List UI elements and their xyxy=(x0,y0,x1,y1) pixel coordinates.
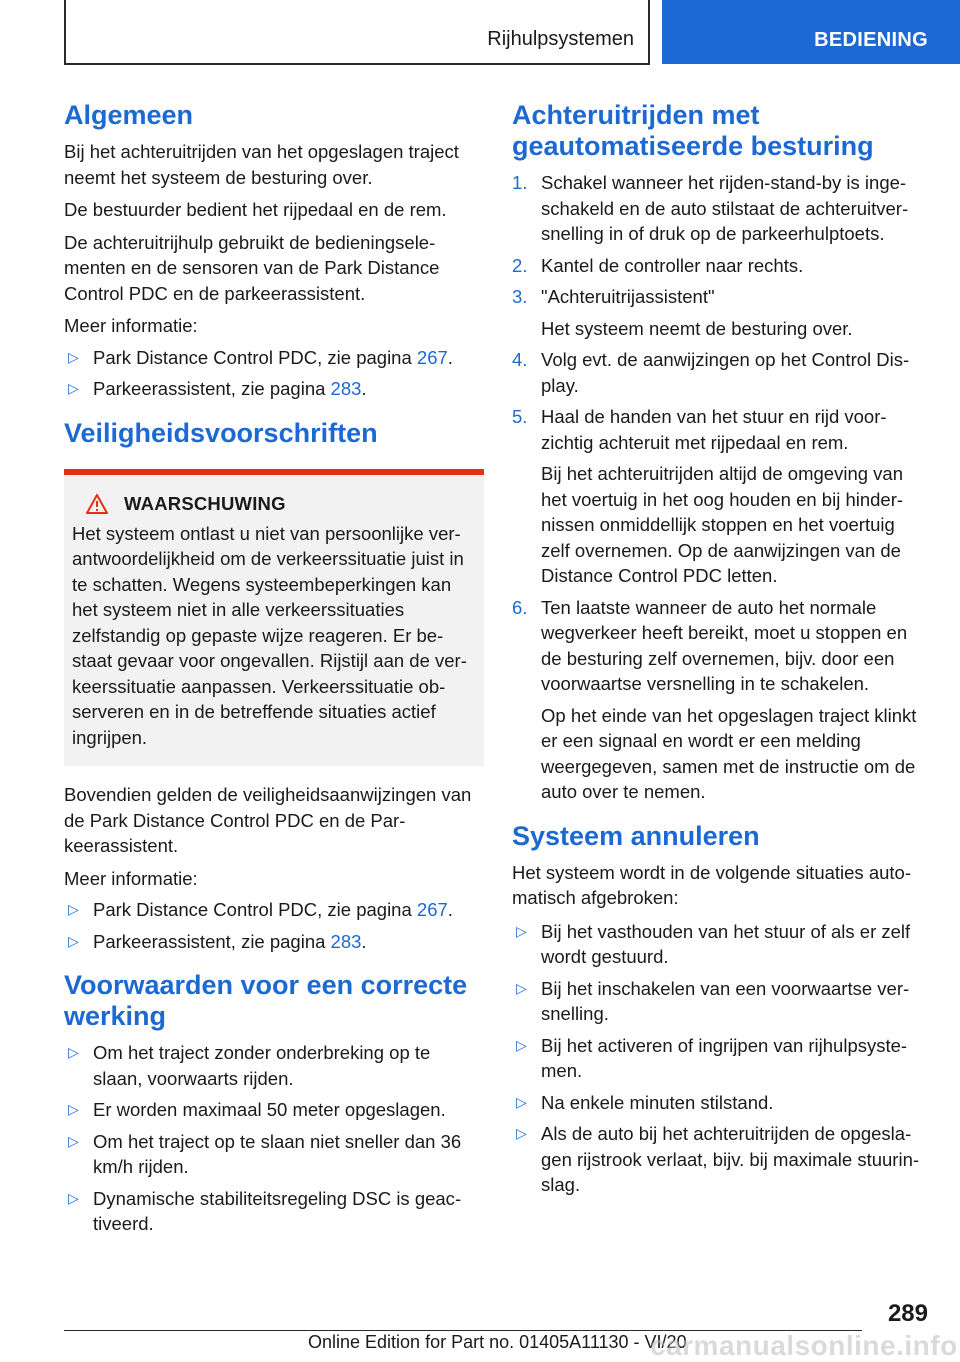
triangle-bullet-icon: ▷ xyxy=(68,1101,79,1117)
warning-box xyxy=(64,469,484,767)
triangle-bullet-icon: ▷ xyxy=(68,932,79,949)
heading-annuleren: Systeem annuleren xyxy=(512,820,760,851)
list-item xyxy=(512,976,928,1027)
footer-edition: Online Edition for Part no. 01405A11130 - VI/20 xyxy=(308,1332,687,1352)
page-link-267[interactable]: 267 xyxy=(416,346,448,368)
step-text: Schakel wanneer het rijden-stand-by is ingeschakeld en de auto stilstaat de achteruitversnelling in of druk op de parkeerhulptoets. xyxy=(541,172,909,244)
header-rule-left xyxy=(64,0,66,64)
list-item-text: Bij het inschakelen van een voorwaartse versnelling. xyxy=(541,977,910,1024)
right-column xyxy=(512,100,928,1204)
list-item-text: Park Distance Control PDC, zie pagina xyxy=(93,899,417,920)
list-item-text: Dynamische stabiliteitsregeling DSC is geactiveerd. xyxy=(93,1187,462,1234)
triangle-bullet-icon: ▷ xyxy=(516,922,527,939)
list-item-text: Na enkele minuten stilstand. xyxy=(541,1091,774,1113)
step-item xyxy=(512,284,928,341)
header-rule-bottom xyxy=(64,63,650,65)
step-item xyxy=(512,595,928,805)
heading-achteruitrijden: Achteruitrijden met geautomatiseerde besturing xyxy=(512,100,874,161)
list-item-text: Als de auto bij het achteruitrijden de opgeslagen rijstrook verlaat, bijv. bij maximale stuurinslag. xyxy=(541,1123,920,1195)
step-number: 3. xyxy=(512,286,528,307)
heading-voorwaarden: Voorwaarden voor een correcte werking xyxy=(64,970,468,1031)
heading-algemeen: Algemeen xyxy=(64,100,194,130)
paragraph: Bij het achteruitrijden van het opgeslagen traject neemt het systeem de besturing over. xyxy=(64,141,459,188)
page-link-283[interactable]: 283 xyxy=(330,930,362,952)
list-item xyxy=(64,897,484,923)
step-text: Volg evt. de aanwijzingen op het Control Display. xyxy=(541,349,910,396)
more-info-label: Meer informatie: xyxy=(64,867,198,889)
step-item xyxy=(512,253,928,279)
step-extra: Op het einde van het opgeslagen traject klinkt er een signaal en wordt er een melding weergegeven, samen met de instructie om de auto over te nemen. xyxy=(541,704,917,802)
conditions-list xyxy=(64,1040,484,1237)
list-item-text: Bij het activeren of ingrijpen van rijhulpsystemen. xyxy=(541,1034,908,1081)
list-item xyxy=(512,919,928,970)
more-info-label: Meer informatie: xyxy=(64,315,198,336)
list-item-tail: . xyxy=(361,930,367,952)
list-item xyxy=(512,1033,928,1084)
reference-list xyxy=(64,897,484,954)
step-item xyxy=(512,347,928,398)
step-extra: Bij het achteruitrijden altijd de omgeving van het voertuig in het oog houden en bij hindernissen onmiddellijk stoppen en het voertuig zelf overnemen. Op de aanwijzingen van de Distance Control PDC letten. xyxy=(541,463,904,586)
list-item xyxy=(512,1090,928,1116)
list-item-text: Park Distance Control PDC, zie pagina xyxy=(93,346,417,368)
list-item xyxy=(64,929,484,955)
paragraph: De bestuurder bedient het rijpedaal en de rem. xyxy=(64,199,447,220)
list-item-text: Om het traject op te slaan niet sneller dan 36 km/h rijden. xyxy=(93,1130,462,1177)
cancel-conditions-list xyxy=(512,919,928,1198)
page-link-267[interactable]: 267 xyxy=(416,899,448,920)
list-item-text: Parkeerassistent, zie pagina xyxy=(93,378,331,399)
list-item-tail: . xyxy=(447,899,453,920)
paragraph: De achteruitrijhulp gebruikt de bedieningselementen en de sensoren van de Park Distance Control PDC en de parkeerassistent. xyxy=(64,231,440,304)
warning-title: WAARSCHUWING xyxy=(124,492,286,514)
steps-list xyxy=(512,170,928,805)
heading-veiligheid: Veiligheidsvoorschriften xyxy=(64,417,378,448)
triangle-bullet-icon: ▷ xyxy=(516,1125,527,1141)
left-column xyxy=(64,100,484,1243)
step-number: 6. xyxy=(512,596,528,618)
triangle-bullet-icon: ▷ xyxy=(68,1132,79,1149)
triangle-bullet-icon: ▷ xyxy=(516,979,527,996)
list-item-text: Bij het vasthouden van het stuur of als er zelf wordt gestuurd. xyxy=(541,920,911,967)
warning-header xyxy=(86,493,476,515)
step-number: 5. xyxy=(512,406,528,427)
triangle-bullet-icon: ▷ xyxy=(68,1044,79,1060)
step-number: 2. xyxy=(512,254,528,276)
page-link-283[interactable]: 283 xyxy=(330,378,362,399)
header-rule-right xyxy=(648,0,650,64)
list-item xyxy=(64,1097,484,1123)
header-chapter-label: BEDIENING xyxy=(814,29,928,51)
step-text: "Achteruitrijassistent" xyxy=(541,286,715,307)
step-item xyxy=(512,404,928,589)
list-item xyxy=(64,1040,484,1091)
list-item-tail: . xyxy=(447,346,453,368)
page-number: 289 xyxy=(887,1300,928,1327)
list-item xyxy=(64,376,484,402)
list-item-text: Om het traject zonder onderbreking op te slaan, voorwaarts rijden. xyxy=(93,1042,431,1089)
warning-text: Het systeem ontlast u niet van persoonlijke verantwoordelijkheid om de verkeerssituatie juist in te schatten. Wegens systeembeperkingen kan het systeem niet in alle verkeerssituaties zelfstandig op gepaste wijze reageren. Er bestaat gevaar voor ongevallen. Rijstijl aan de verkeerssituatie aanpassen. Verkeerssituatie observeren en in de betreffende situaties actief ingrijpen. xyxy=(72,522,467,748)
paragraph: Bovendien gelden de veiligheidsaanwijzingen van de Park Distance Control PDC en de Parkeerassistent. xyxy=(64,784,472,856)
list-item-text: Er worden maximaal 50 meter opgeslagen. xyxy=(93,1099,446,1120)
header-chapter-tab xyxy=(662,0,960,64)
step-extra: Het systeem neemt de besturing over. xyxy=(541,317,853,339)
triangle-bullet-icon: ▷ xyxy=(516,1093,527,1110)
step-number: 1. xyxy=(512,172,528,193)
paragraph: Het systeem wordt in de volgende situaties automatisch afgebroken: xyxy=(512,861,911,908)
step-number: 4. xyxy=(512,349,528,370)
header-section-title: Rijhulpsystemen xyxy=(487,28,634,50)
triangle-bullet-icon: ▷ xyxy=(68,348,79,365)
reference-list xyxy=(64,345,484,402)
list-item xyxy=(512,1121,928,1198)
list-item-text: Parkeerassistent, zie pagina xyxy=(93,930,331,952)
list-item-tail: . xyxy=(361,378,367,399)
triangle-bullet-icon: ▷ xyxy=(516,1036,527,1053)
list-item xyxy=(64,1186,484,1237)
triangle-bullet-icon: ▷ xyxy=(68,901,79,917)
warning-triangle-icon xyxy=(86,494,108,514)
step-text: Haal de handen van het stuur en rijd voorzichtig achteruit met rijpedaal en rem. xyxy=(541,406,887,453)
step-text: Ten laatste wanneer de auto het normale wegverkeer heeft bereikt, moet u stoppen en de besturing zelf overnemen, bijv. door een voorwaartse versnelling in te schakelen. xyxy=(541,596,908,694)
step-item xyxy=(512,170,928,247)
list-item xyxy=(64,1129,484,1180)
triangle-bullet-icon: ▷ xyxy=(68,1189,79,1206)
list-item xyxy=(64,345,484,371)
step-text: Kantel de controller naar rechts. xyxy=(541,254,804,276)
watermark: carmanualsonline.info xyxy=(650,1330,958,1361)
triangle-bullet-icon: ▷ xyxy=(68,380,79,396)
